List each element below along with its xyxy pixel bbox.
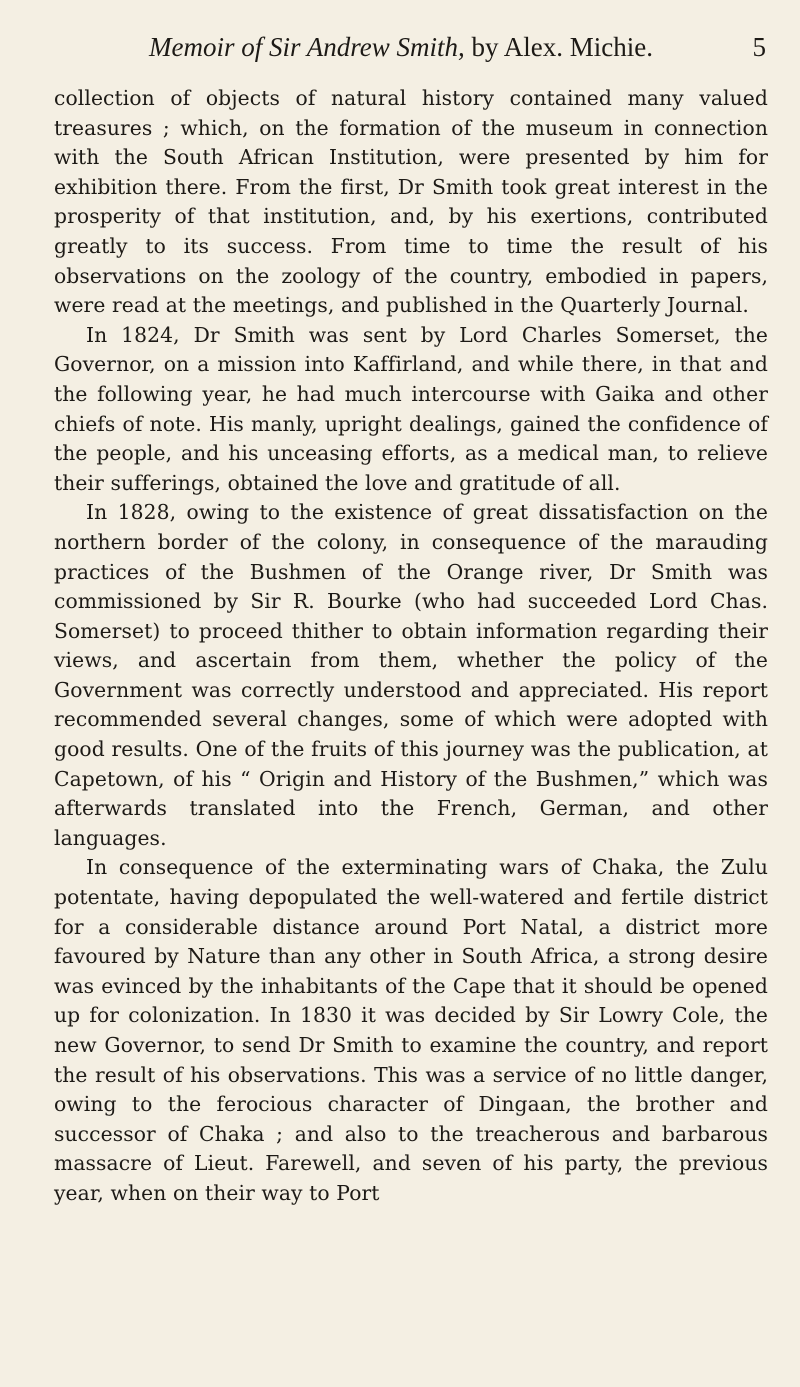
paragraph-1824-mission: In 1824, Dr Smith was sent by Lord Charles Somerset, the Governor, on a mission into Kaffirland, and while there, in that and the following year, he had much intercourse with Gaika and other chiefs of note. His manly, upright dealings, gained the confidence of the people, and his unceasing efforts, as a medical man, to relieve their sufferings, obtained the love and gratitude of all. (54, 322, 768, 495)
body-text (54, 84, 768, 1209)
book-page (54, 26, 768, 1209)
paragraph-1828-commission: In 1828, owing to the existence of great dissatisfaction on the northern border of the colony, in consequence of the marauding practices of the Bushmen of the Orange river, Dr Smith was commissioned by Sir R. Bourke (who had succeeded Lord Chas. Somerset) to proceed thither to obtain information regarding their views, and ascertain from them, whether the policy of the Government was correctly understood and appreciated. His report recommended several changes, some of which were adopted with good results. One of the fruits of this journey was the publication, at Capetown, of his “ Origin and History of the Bushmen,” which was afterwards translated into the French, German, and other languages. (54, 500, 768, 850)
running-head (54, 26, 768, 68)
running-head-author: by Alex. Michie. (471, 32, 653, 62)
running-head-title: Memoir of Sir Andrew Smith, (149, 32, 465, 62)
paragraph-port-natal: In consequence of the exterminating wars of Chaka, the Zulu potentate, having depopulated the well-watered and fertile district for a considerable distance around Port Natal, a district more favoured by Nature than any other in South Africa, a strong desire was evinced by the inhabitants of the Cape that it should be opened up for colonization. In 1830 it was decided by Sir Lowry Cole, the new Governor, to send Dr Smith to examine the country, and report the result of his observations. This was a service of no little danger, owing to the ferocious character of Dingaan, the brother and successor of Chaka ; and also to the treacherous and barbarous massacre of Lieut. Farewell, and seven of his party, the previous year, when on their way to Port (54, 855, 768, 1205)
page-number: 5 (752, 32, 766, 62)
paragraph-continued: collection of objects of natural history contained many valued treasures ; which, on the formation of the museum in connection with the South African Institution, were presented by him for exhibition there. From the first, Dr Smith took great interest in the prosperity of that institution, and, by his exertions, contributed greatly to its success. From time to time the result of his observations on the zoology of the country, embodied in papers, were read at the meetings, and published in the Quarterly Journal. (54, 86, 768, 318)
